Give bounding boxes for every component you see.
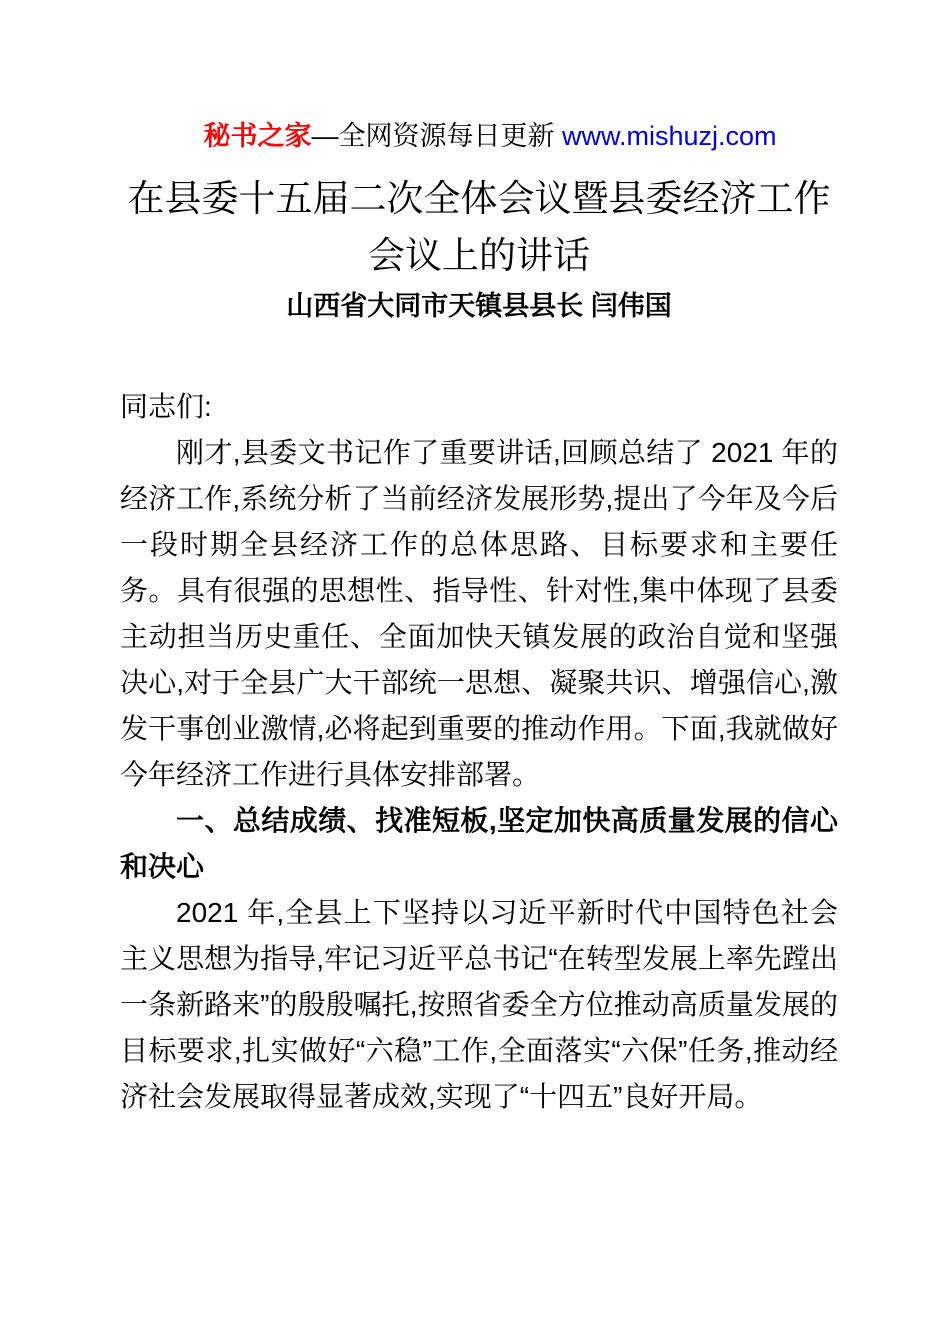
site-tagline: —全网资源每日更新 [311, 121, 562, 151]
document-body [120, 384, 838, 1120]
paragraph-2021-review: 2021 年,全县上下坚持以习近平新时代中国特色社会主义思想为指导,牢记习近平总书记“在转型发展上率先蹚出一条新路来”的殷殷嘱托,按照省委全方位推动高质量发展的目标要求,扎实做好“六稳”工作,全面落实“六保”任务,推动经济社会发展取得显著成效,实现了“十四五”良好开局。 [120, 897, 838, 1112]
paragraph-salutation: 同志们: [120, 391, 212, 422]
document-author: 山西省大同市天镇县县长 闫伟国 [286, 291, 672, 321]
document-title: 在县委十五届二次全体会议暨县委经济工作会议上的讲话 [127, 178, 831, 276]
paragraph-opening-remarks: 刚才,县委文书记作了重要讲话,回顾总结了 2021 年的经济工作,系统分析了当前经济发展形势,提出了今年及今后一段时期全县经济工作的总体思路、目标要求和主要任务。具有很强的思想性、指导性、针对性,集中体现了县委主动担当历史重任、全面加快天镇发展的政治自觉和坚强决心,对于全县广大干部统一思想、凝聚共识、增强信心,激发干事创业激情,必将起到重要的推动作用。下面,我就做好今年经济工作进行具体安排部署。 [120, 437, 838, 790]
site-url-link[interactable]: www.mishuzj.com [561, 121, 777, 151]
section-heading-one: 一、总结成绩、找准短板,坚定加快高质量发展的信心和决心 [120, 805, 838, 882]
site-name: 秘书之家 [203, 121, 312, 151]
